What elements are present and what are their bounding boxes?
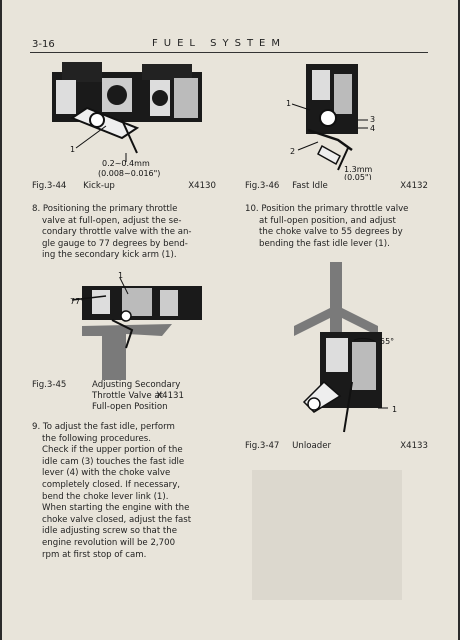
page-number: 3-16	[32, 39, 55, 50]
step-9-line: the following procedures.	[42, 433, 152, 444]
fig-3-44-code: X4130	[188, 181, 216, 191]
fig-3-47-illustration	[294, 262, 404, 437]
fig-3-45-title-1: Adjusting Secondary	[92, 380, 181, 390]
fig-3-46-caption	[245, 181, 428, 191]
header-rule	[30, 52, 428, 53]
fig-3-46-callout-3: 3	[370, 115, 376, 124]
fig-3-44-dimension-inch: (0.008~0.016")	[98, 169, 161, 178]
fig-3-44-callout-1: 1	[70, 145, 76, 154]
step-9-line: Check if the upper portion of the	[42, 445, 183, 456]
step-9-line: lever (4) with the choke valve	[42, 468, 171, 479]
fig-3-44-dimension: 0.2~0.4mm	[102, 159, 150, 168]
step-8-line: gle gauge to 77 degrees by bend-	[42, 238, 188, 249]
fig-3-46-illustration	[278, 60, 388, 180]
step-8-line: condary throttle valve with the an-	[42, 227, 192, 238]
fig-3-44-illustration	[42, 58, 212, 178]
fig-3-46-callout-4: 4	[370, 124, 376, 133]
fig-3-46-dimension: 1.3mm	[344, 165, 373, 174]
fig-3-45-title-2: Throttle Valve at	[92, 391, 164, 401]
manual-page	[2, 0, 458, 640]
step-9-line: engine revolution will be 2,700	[42, 537, 176, 548]
bleed-through	[252, 470, 402, 600]
step-8-line: valve at full-open, adjust the se-	[42, 215, 182, 226]
fig-3-46-callout-1: 1	[286, 99, 292, 108]
fig-3-45-angle: 77°	[70, 297, 85, 306]
fig-3-47-callout-1: 1	[392, 405, 398, 414]
fig-3-47-label: Fig.3-47	[245, 441, 280, 451]
fig-3-44-title: Kick-up	[83, 181, 115, 191]
fig-3-46-code: X4132	[400, 181, 428, 191]
step-9-line: idle adjusting screw so that the	[42, 526, 178, 537]
step-9-line: choke valve closed, adjust the fast	[42, 514, 192, 525]
step-10-line: 10. Position the primary throttle valve	[245, 204, 409, 214]
fig-3-47-title: Unloader	[292, 441, 332, 451]
step-9-line: When starting the engine with the	[42, 503, 190, 514]
fig-3-45-label: Fig.3-45	[32, 380, 67, 390]
fig-3-45-callout-1: 1	[118, 271, 124, 280]
step-9-line: 9. To adjust the fast idle, perform	[32, 422, 175, 432]
step-9-line: idle cam (3) touches the fast idle	[42, 456, 185, 467]
fig-3-47-angle: 55°	[380, 337, 395, 346]
fig-3-46-dimension-inch: (0.05")	[344, 173, 372, 180]
step-8-line: ing the secondary kick arm (1).	[42, 250, 177, 261]
fig-3-44-label: Fig.3-44	[32, 181, 67, 191]
fig-3-47-caption	[245, 441, 428, 451]
fig-3-46-callout-2: 2	[290, 147, 296, 156]
step-9-line: bend the choke lever link (1).	[42, 491, 169, 502]
fig-3-44-caption	[32, 181, 216, 191]
step-8-line: 8. Positioning the primary throttle	[32, 204, 178, 214]
fig-3-47-code: X4133	[400, 441, 428, 451]
step-10-text	[245, 204, 435, 250]
section-title: FUEL SYSTEM	[152, 38, 286, 49]
step-9-text	[32, 422, 222, 561]
step-10-line: the choke valve to 55 degrees by	[259, 227, 403, 238]
fig-3-46-label: Fig.3-46	[245, 181, 280, 191]
step-10-line: at full-open position, and adjust	[259, 215, 396, 226]
fig-3-45-caption	[32, 380, 216, 412]
step-9-line: completely closed. If necessary,	[42, 479, 181, 490]
step-8-text	[32, 204, 222, 262]
step-9-line: rpm at first stop of cam.	[42, 549, 147, 560]
step-10-line: bending the fast idle lever (1).	[259, 238, 390, 249]
fig-3-45-title-3: Full-open Position	[92, 402, 168, 412]
fig-3-46-title: Fast Idle	[292, 181, 328, 191]
fig-3-45-illustration	[42, 270, 212, 380]
fig-3-45-code: X4131	[156, 391, 184, 401]
